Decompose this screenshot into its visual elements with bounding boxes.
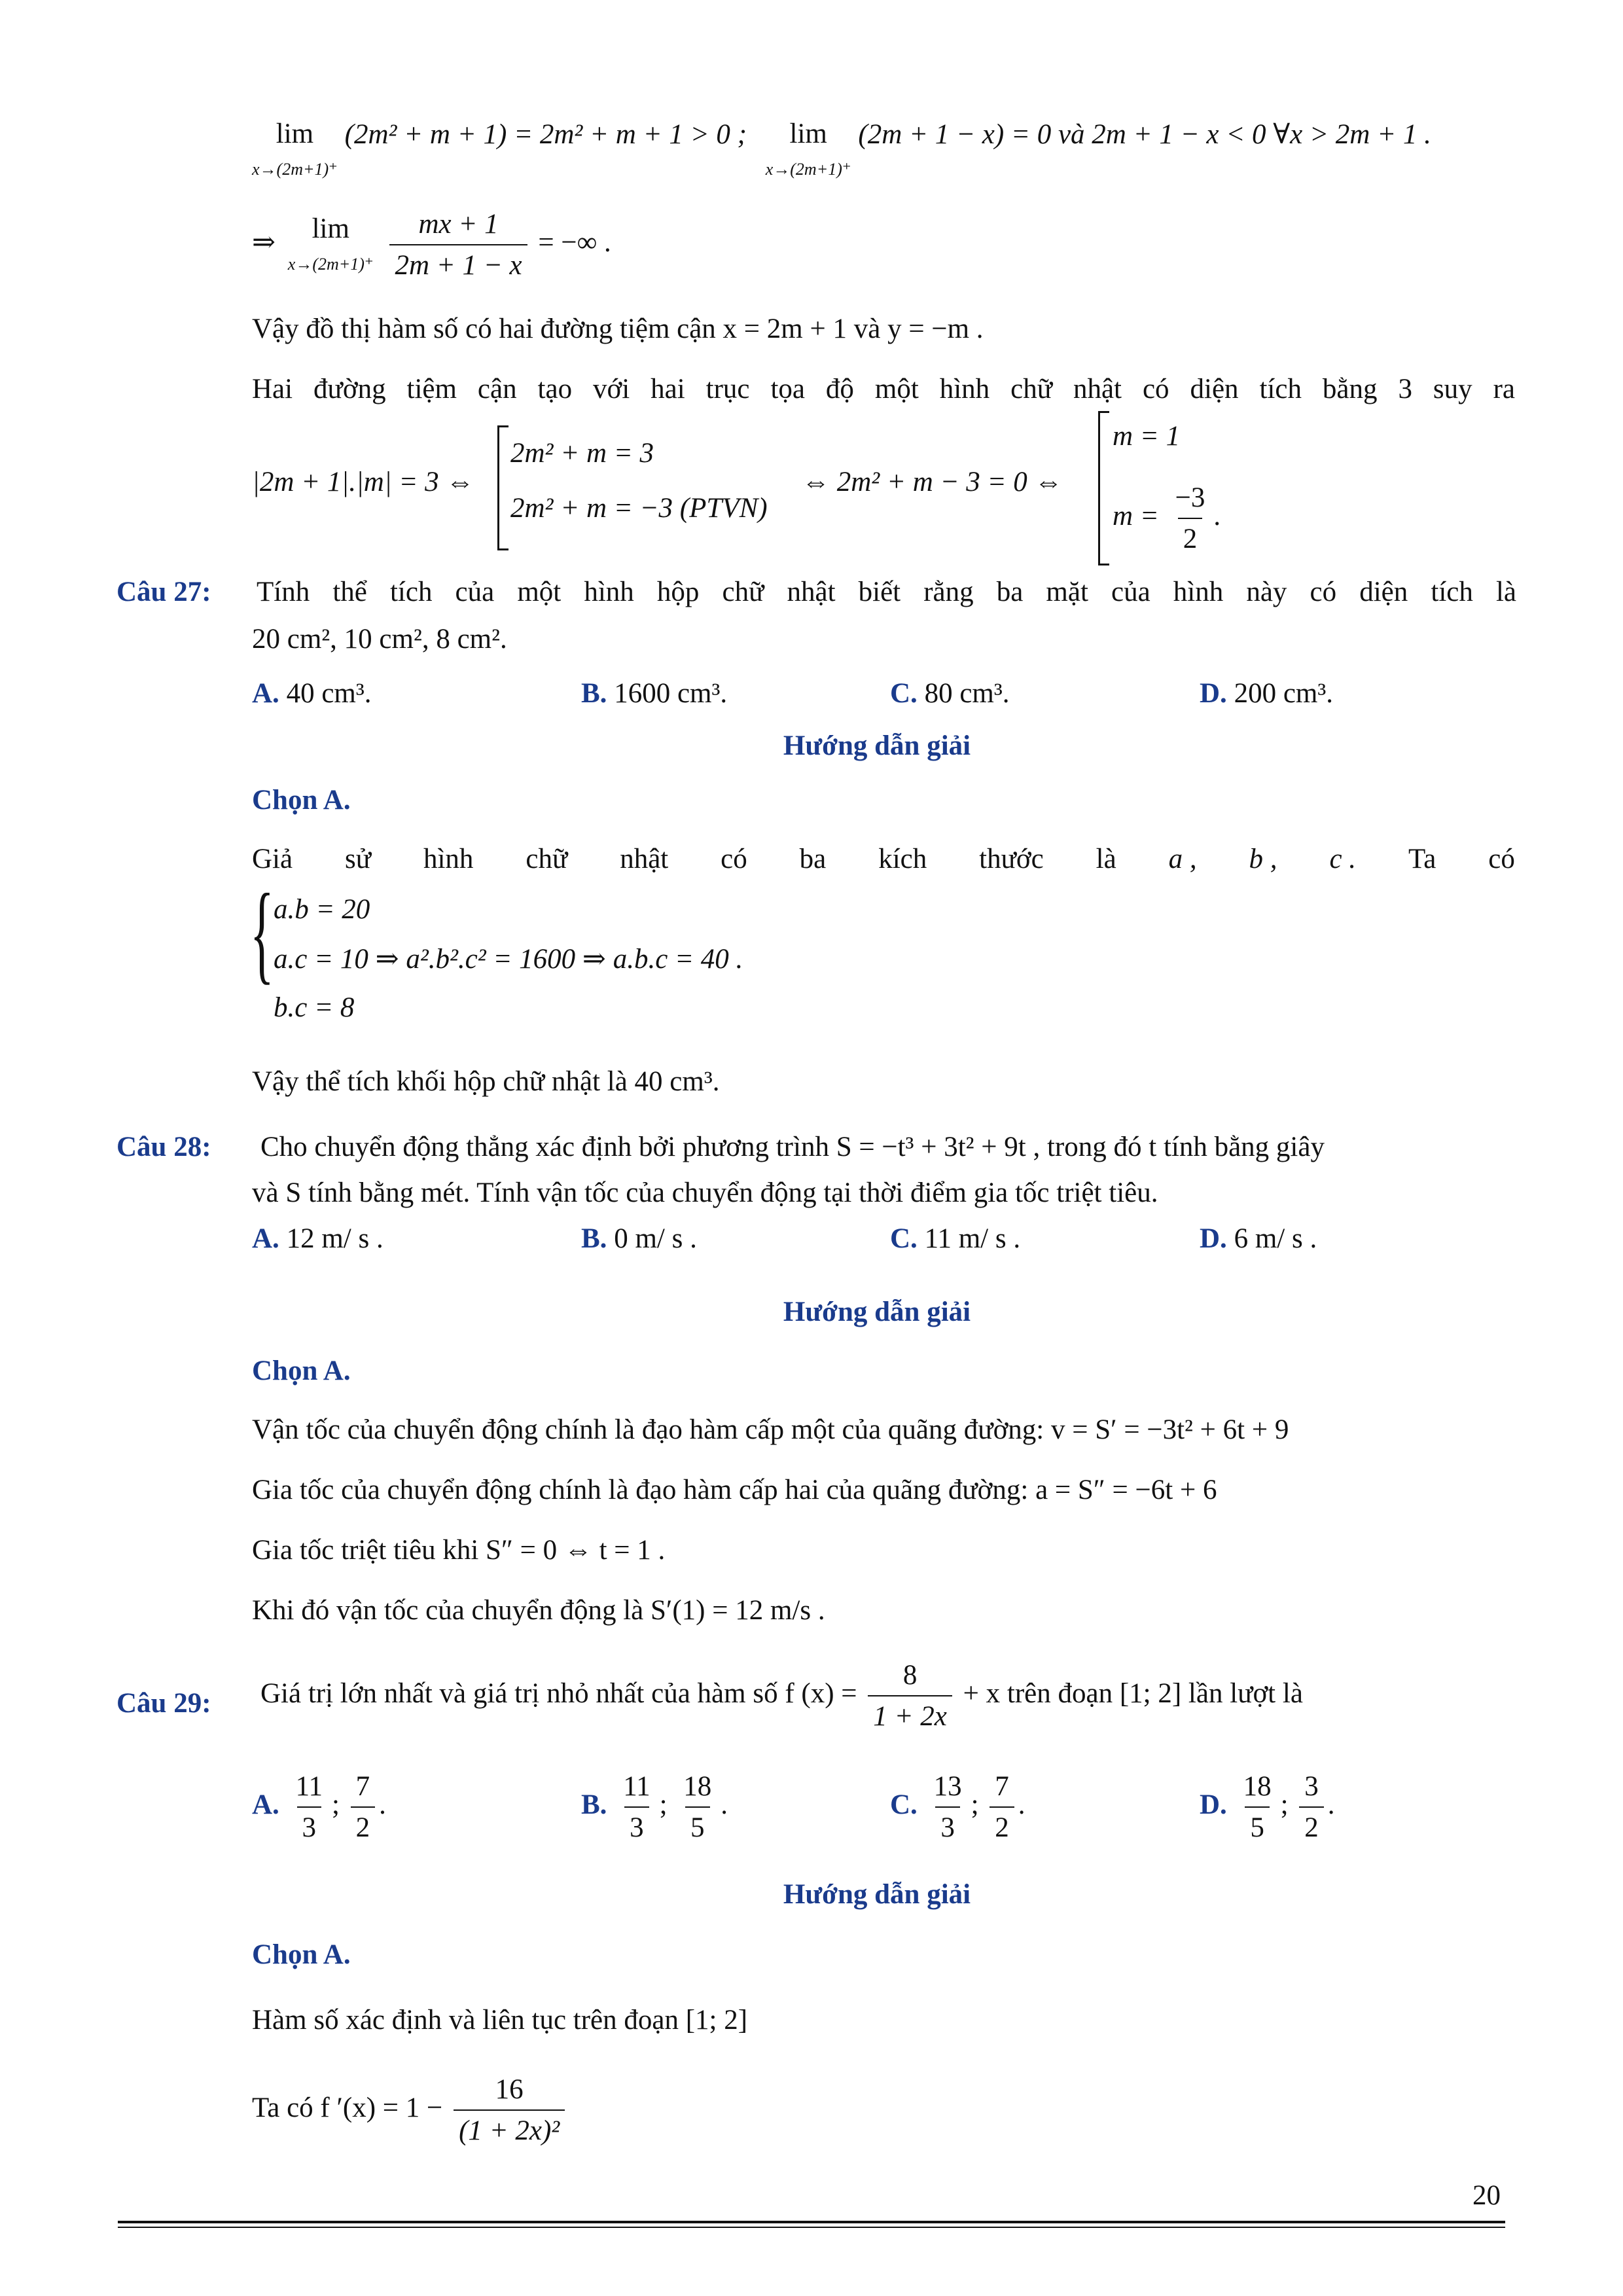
q29-c-n2: 7 bbox=[995, 1771, 1009, 1802]
q28-choose: Chọn A. bbox=[252, 1355, 351, 1386]
q27-option-b-value: 1600 cm³. bbox=[614, 678, 728, 709]
q27-option-d-value: 200 cm³. bbox=[1234, 678, 1333, 709]
q29-d-frac-2 bbox=[1299, 1770, 1324, 1844]
q27-option-a[interactable] bbox=[252, 677, 372, 709]
q27-sol-word: có bbox=[1488, 844, 1515, 874]
q29-c-n1: 13 bbox=[933, 1771, 962, 1802]
page-number: 20 bbox=[1472, 2180, 1501, 2211]
root-2-den: 2 bbox=[1178, 518, 1203, 555]
implies-symbol: ⇒ bbox=[252, 226, 276, 258]
q29-label: Câu 29: bbox=[116, 1688, 211, 1719]
system-eq-3: b.c = 8 bbox=[274, 992, 355, 1023]
q28-option-d-value: 6 m/ s . bbox=[1234, 1223, 1317, 1254]
q28-option-b-value: 0 m/ s . bbox=[614, 1223, 697, 1254]
limit-fraction-num: mx + 1 bbox=[418, 209, 499, 240]
q28-text-1: Cho chuyển động thẳng xác định bởi phương trình S = −t³ + 3t² + 9t , trong đó t tính bằng giây bbox=[260, 1132, 1325, 1162]
root-1: m = 1 bbox=[1113, 421, 1181, 452]
q28-option-b-key: B. bbox=[581, 1223, 607, 1254]
q29-derivative-fraction bbox=[454, 2073, 565, 2147]
q29-choose: Chọn A. bbox=[252, 1939, 351, 1970]
q27-option-b[interactable] bbox=[581, 677, 727, 709]
root-2-num: −3 bbox=[1175, 482, 1205, 513]
quadratic-equation: ⇔ 2m² + m − 3 = 0 ⇔ bbox=[802, 467, 1063, 497]
abs-equation: |2m + 1|.|m| = 3 ⇔ bbox=[252, 467, 474, 497]
q29-b-d1: 3 bbox=[624, 1806, 649, 1844]
q27-sol-word: thước bbox=[979, 844, 1044, 874]
q29-c-d2: 2 bbox=[990, 1806, 1014, 1844]
case-bracket-1 bbox=[497, 425, 508, 550]
limit-line-2 bbox=[252, 208, 611, 281]
q28-option-d-key: D. bbox=[1200, 1223, 1227, 1254]
lim-word: lim bbox=[276, 118, 314, 149]
q29-c-d1: 3 bbox=[935, 1806, 960, 1844]
lim-subscript: x→(2m+1)⁺ bbox=[252, 160, 338, 179]
q28-solution-3: Gia tốc triệt tiêu khi S″ = 0 ⇔ t = 1 . bbox=[252, 1535, 666, 1566]
q29-derivative-den: (1 + 2x)² bbox=[454, 2109, 565, 2147]
q27-option-d[interactable] bbox=[1200, 677, 1333, 709]
q27-option-a-key: A. bbox=[252, 678, 279, 709]
root-2-fraction bbox=[1170, 482, 1211, 555]
q27-sol-word: có bbox=[721, 844, 747, 874]
q28-option-a-value: 12 m/ s . bbox=[286, 1223, 383, 1254]
system-brace: { bbox=[250, 871, 274, 994]
limit-expr-2: (2m + 1 − x) = 0 và 2m + 1 − x < 0 ∀x > 2m + 1 . bbox=[858, 119, 1431, 150]
q29-option-a[interactable]: A. $\frac{11}{3}$ ; $\frac{7}{2}$ . bbox=[252, 1771, 386, 1843]
q27-option-b-key: B. bbox=[581, 678, 607, 709]
case-1-line-1: 2m² + m = 3 bbox=[510, 438, 654, 469]
q27-sol-word: chữ bbox=[526, 844, 568, 874]
q29-fraction-den: 1 + 2x bbox=[868, 1695, 952, 1732]
q29-fraction-num: 8 bbox=[902, 1660, 918, 1691]
limit-result: = −∞ . bbox=[538, 226, 611, 258]
q29-b-n1: 11 bbox=[623, 1771, 651, 1802]
q28-solution-2: Gia tốc của chuyển động chính là đạo hàm cấp hai của quãng đường: a = S″ = −6t + 6 bbox=[252, 1475, 1217, 1505]
q29-guide-heading: Hướng dẫn giải bbox=[783, 1879, 971, 1910]
q29-a-n1: 11 bbox=[295, 1771, 323, 1802]
q27-sol-word: ba bbox=[799, 844, 827, 874]
q27-option-c-key: C. bbox=[890, 678, 918, 709]
q29-a-d2: 2 bbox=[351, 1806, 376, 1844]
asymptote-conclusion: Vậy đồ thị hàm số có hai đường tiệm cận x = 2m + 1 và y = −m . bbox=[252, 314, 984, 344]
q27-option-a-value: 40 cm³. bbox=[286, 678, 372, 709]
q27-text-1: Tính thể tích của một hình hộp chữ nhật biết rằng ba mặt của hình này có diện tích là bbox=[257, 577, 1516, 607]
q27-text-2: 20 cm², 10 cm², 8 cm². bbox=[252, 624, 507, 655]
q29-d-n2: 3 bbox=[1304, 1771, 1319, 1802]
q29-option-b-key: B. bbox=[581, 1789, 607, 1820]
rectangle-area-statement: Hai đường tiệm cận tạo với hai trục tọa độ một hình chữ nhật có diện tích bằng 3 suy ra bbox=[252, 374, 1515, 404]
limit-expr-1: (2m² + m + 1) = 2m² + m + 1 > 0 ; bbox=[344, 119, 747, 150]
q29-a-frac-1 bbox=[291, 1770, 328, 1844]
q29-option-d-key: D. bbox=[1200, 1789, 1227, 1820]
q27-guide-heading: Hướng dẫn giải bbox=[783, 730, 971, 761]
q27-option-d-key: D. bbox=[1200, 678, 1227, 709]
limit-line-1 bbox=[252, 118, 1431, 182]
q29-a-n2: 7 bbox=[355, 1771, 370, 1802]
root-2-prefix: m = bbox=[1113, 500, 1159, 531]
q29-b-frac-1 bbox=[618, 1770, 655, 1844]
q29-question bbox=[260, 1659, 1303, 1732]
q29-c-frac-2 bbox=[990, 1770, 1014, 1844]
q28-option-a-key: A. bbox=[252, 1223, 279, 1254]
q27-option-c-value: 80 cm³. bbox=[924, 678, 1010, 709]
q27-label: Câu 27: bbox=[116, 577, 211, 607]
limit-fraction-den: 2m + 1 − x bbox=[389, 244, 527, 281]
q29-question-post: + x trên đoạn [1; 2] lần lượt là bbox=[963, 1677, 1303, 1709]
q29-solution-2-pre: Ta có f ′(x) = 1 − bbox=[252, 2092, 443, 2123]
system-eq-1: a.b = 20 bbox=[274, 894, 370, 925]
limit-fraction bbox=[389, 208, 527, 281]
footer-rule-thin bbox=[118, 2227, 1505, 2228]
root-2: m = $\frac{-3}{2}$ . bbox=[1113, 482, 1222, 554]
q29-a-d1: 3 bbox=[297, 1806, 322, 1844]
q27-sol-word: Ta bbox=[1408, 844, 1436, 874]
q28-guide-heading: Hướng dẫn giải bbox=[783, 1297, 971, 1327]
q29-option-a-key: A. bbox=[252, 1789, 279, 1820]
q27-sol-word: a , bbox=[1168, 844, 1197, 874]
q27-choose: Chọn A. bbox=[252, 785, 351, 816]
q29-d-d1: 5 bbox=[1245, 1806, 1270, 1844]
system-eq-2: a.c = 10 ⇒ a².b².c² = 1600 ⇒ a.b.c = 40 . bbox=[274, 944, 743, 975]
q29-c-frac-1 bbox=[929, 1770, 967, 1844]
q29-solution-1: Hàm số xác định và liên tục trên đoạn [1; 2] bbox=[252, 2005, 748, 2036]
q28-label: Câu 28: bbox=[116, 1132, 211, 1162]
q29-b-d2: 5 bbox=[685, 1806, 710, 1844]
q27-option-c[interactable] bbox=[890, 677, 1010, 709]
q28-option-c-value: 11 m/ s . bbox=[924, 1223, 1021, 1254]
case-bracket-2 bbox=[1098, 411, 1109, 565]
q27-sol-word: nhật bbox=[620, 844, 669, 874]
q28-option-b[interactable] bbox=[581, 1223, 697, 1255]
q29-derivative-num: 16 bbox=[495, 2074, 524, 2105]
q29-option-b[interactable]: B. $\frac{11}{3}$ ; $\frac{18}{5}$ . bbox=[581, 1771, 728, 1843]
q29-a-frac-2 bbox=[351, 1770, 376, 1844]
q29-fraction bbox=[868, 1659, 952, 1732]
q28-option-c-key: C. bbox=[890, 1223, 918, 1254]
q29-d-n1: 18 bbox=[1243, 1771, 1272, 1802]
q29-option-c[interactable]: C. $\frac{13}{3}$ ; $\frac{7}{2}$ . bbox=[890, 1771, 1026, 1843]
q28-solution-4: Khi đó vận tốc của chuyển động là S′(1) = 12 m/s . bbox=[252, 1595, 825, 1626]
q27-conclusion: Vậy thể tích khối hộp chữ nhật là 40 cm³. bbox=[252, 1066, 720, 1097]
q28-text-2: và S tính bằng mét. Tính vận tốc của chuyển động tại thời điểm gia tốc triệt tiêu. bbox=[252, 1177, 1158, 1208]
q29-option-c-key: C. bbox=[890, 1789, 918, 1820]
q27-sol-word: kích bbox=[878, 844, 927, 874]
footer-rule-thick bbox=[118, 2221, 1505, 2223]
q27-solution-line-1 bbox=[252, 843, 1515, 875]
q29-d-d2: 2 bbox=[1299, 1806, 1324, 1844]
lim-word-2: lim bbox=[789, 118, 827, 149]
q27-sol-word: là bbox=[1096, 844, 1116, 874]
q27-sol-word: sử bbox=[345, 844, 372, 874]
q27-sol-word: b , bbox=[1249, 844, 1277, 874]
q28-option-d[interactable] bbox=[1200, 1223, 1317, 1255]
q28-solution-1: Vận tốc của chuyển động chính là đạo hàm cấp một của quãng đường: v = S′ = −3t² + 6t + 9 bbox=[252, 1414, 1289, 1445]
lim-subscript-3: x→(2m+1)⁺ bbox=[287, 255, 374, 274]
q29-option-d[interactable]: D. $\frac{18}{5}$ ; $\frac{3}{2}$ . bbox=[1200, 1771, 1335, 1843]
q27-sol-word: c . bbox=[1329, 844, 1357, 874]
q28-option-a[interactable] bbox=[252, 1223, 383, 1255]
q29-solution-2 bbox=[252, 2073, 569, 2147]
q29-b-frac-2 bbox=[678, 1770, 717, 1844]
case-1-line-2: 2m² + m = −3 (PTVN) bbox=[510, 493, 768, 524]
q29-question-pre: Giá trị lớn nhất và giá trị nhỏ nhất của hàm số f (x) = bbox=[260, 1677, 857, 1709]
q29-b-n2: 18 bbox=[683, 1771, 712, 1802]
q27-sol-word: hình bbox=[423, 844, 474, 874]
q29-d-frac-1 bbox=[1238, 1770, 1277, 1844]
q27-sol-word: Giả bbox=[252, 844, 293, 874]
q28-option-c[interactable] bbox=[890, 1223, 1020, 1255]
lim-word-3: lim bbox=[312, 213, 349, 244]
lim-subscript-2: x→(2m+1)⁺ bbox=[765, 160, 851, 179]
